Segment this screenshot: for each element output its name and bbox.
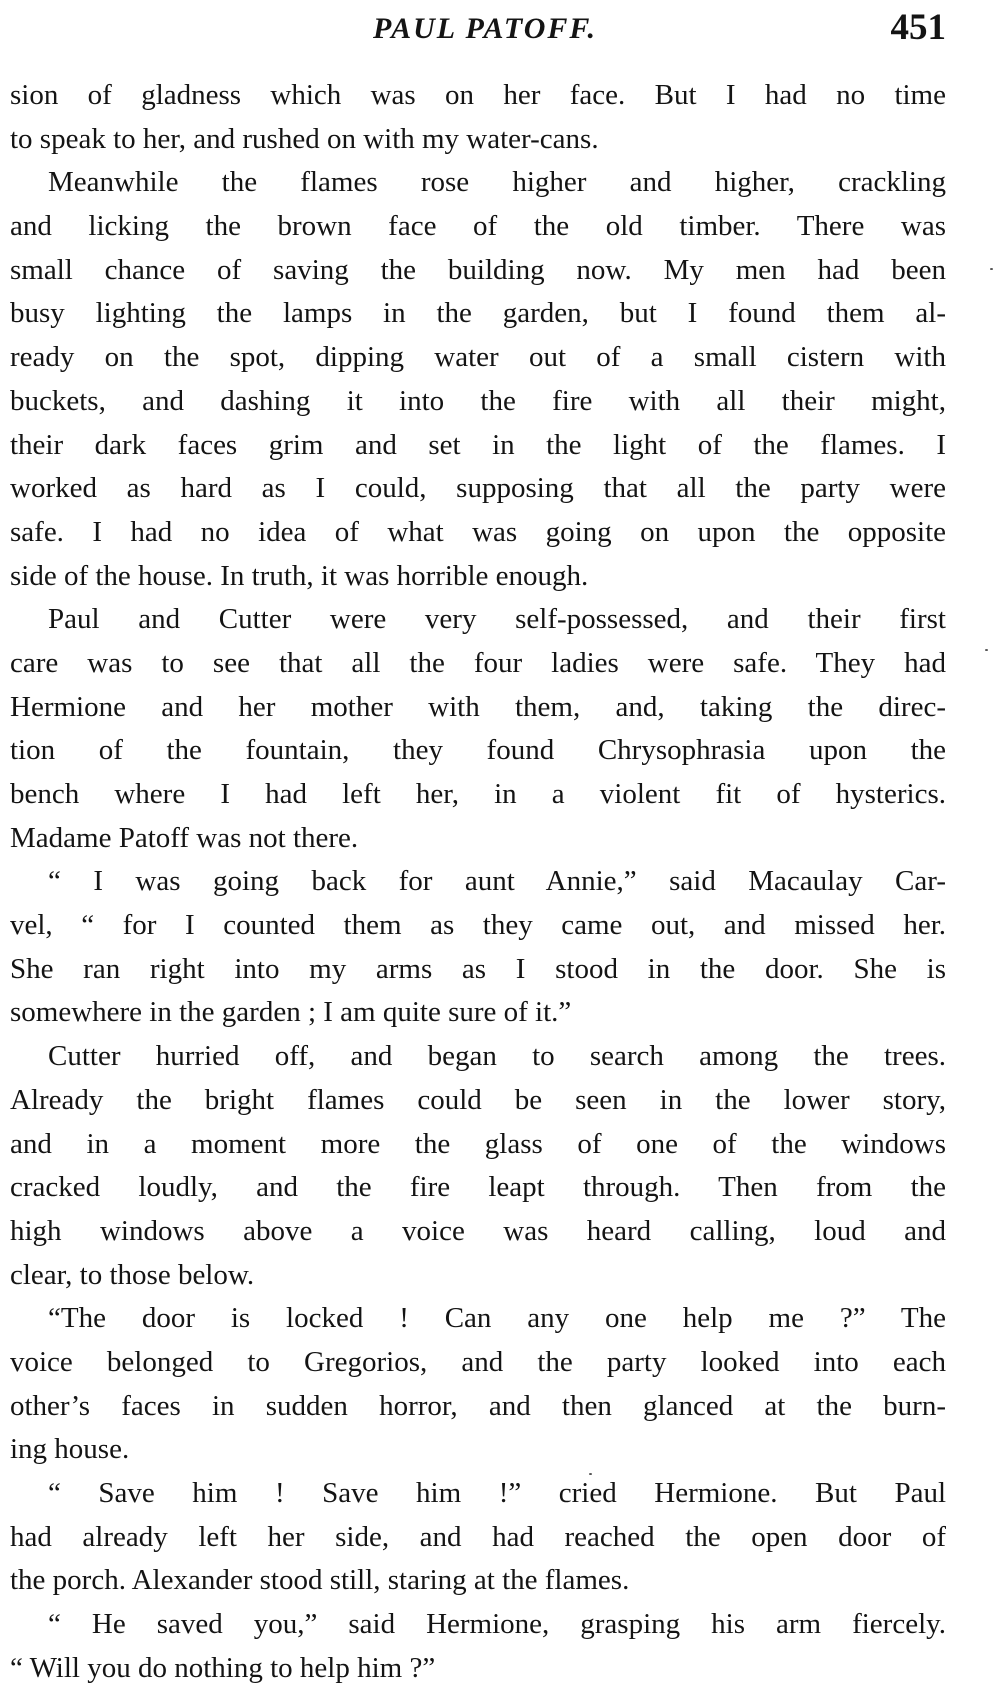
text-line: Meanwhile the flames rose higher and higher, crackling [48, 166, 946, 199]
text-line: and licking the brown face of the old timber. There was [10, 210, 946, 243]
text-line: She ran right into my arms as I stood in the door. She is [10, 952, 946, 985]
text-line: Madame Patoff was not there. [10, 821, 359, 854]
text-line: ready on the spot, dipping water out of a small cistern with [10, 341, 946, 374]
text-line: high windows above a voice was heard calling, loud and [10, 1214, 946, 1247]
text-line: buckets, and dashing it into the fire with all their might, [10, 384, 946, 417]
text-line: busy lighting the lamps in the garden, but I found them al- [10, 297, 946, 330]
text-line: the porch. Alexander stood still, staring at the flames. [10, 1564, 630, 1597]
running-title: PAUL PATOFF. [372, 12, 598, 45]
text-line: to speak to her, and rushed on with my water-cans. [10, 122, 599, 155]
text-line: voice belonged to Gregorios, and the party looked into each [10, 1345, 946, 1378]
print-speck [990, 268, 993, 270]
text-line: Hermione and her mother with them, and, taking the direc- [10, 690, 946, 723]
text-line: vel, “ for I counted them as they came out, and missed her. [10, 909, 946, 942]
text-line: “ Save him ! Save him !” cried Hermione. But Paul [48, 1477, 946, 1509]
text-line: “ I was going back for aunt Annie,” said Macaulay Car- [48, 865, 946, 898]
text-line: “ Will you do nothing to help him ?” [10, 1651, 436, 1684]
text-line: sion of gladness which was on her face. But I had no time [10, 79, 946, 111]
text-line: bench where I had left her, in a violent fit of hysterics. [10, 778, 946, 810]
text-line: somewhere in the garden ; I am quite sure of it.” [10, 996, 572, 1029]
print-speck [589, 1473, 592, 1475]
print-speck [985, 649, 988, 651]
text-line: clear, to those below. [10, 1258, 255, 1291]
text-line: care was to see that all the four ladies were safe. They had [10, 646, 946, 679]
running-head [10, 6, 946, 54]
text-line: “ He saved you,” said Hermione, grasping his arm fiercely. [48, 1608, 946, 1641]
text-line: their dark faces grim and set in the light of the flames. I [10, 428, 946, 461]
page-number: 451 [890, 7, 946, 48]
text-line: cracked loudly, and the fire leapt through. Then from the [10, 1171, 946, 1204]
text-line: side of the house. In truth, it was horrible enough. [10, 559, 589, 592]
text-line: Cutter hurried off, and began to search among the trees. [48, 1040, 946, 1073]
text-line: safe. I had no idea of what was going on upon the opposite [10, 515, 946, 548]
text-line: tion of the fountain, they found Chrysophrasia upon the [10, 734, 946, 767]
text-line: Paul and Cutter were very self-possessed, and their first [48, 603, 946, 636]
text-line: “The door is locked ! Can any one help me ?” The [48, 1302, 946, 1335]
body-text [10, 74, 946, 1690]
text-line: worked as hard as I could, supposing that all the party were [10, 472, 946, 505]
text-line: other’s faces in sudden horror, and then glanced at the burn- [10, 1389, 946, 1422]
text-line: Already the bright flames could be seen in the lower story, [10, 1083, 946, 1116]
text-line: ing house. [10, 1433, 130, 1466]
text-line: small chance of saving the building now. My men had been [10, 253, 946, 286]
text-line: and in a moment more the glass of one of the windows [10, 1127, 946, 1160]
text-line: had already left her side, and had reached the open door of [10, 1520, 946, 1553]
